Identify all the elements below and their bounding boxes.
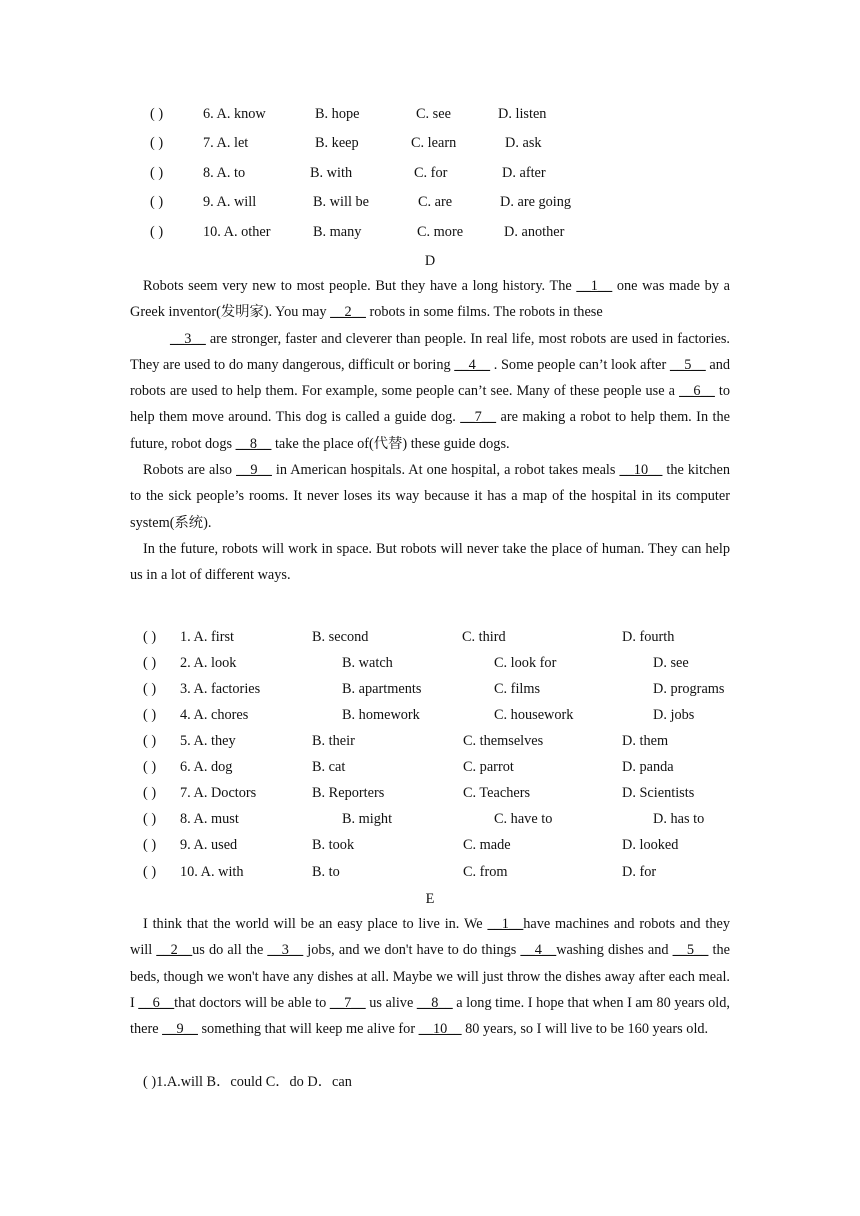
option-c: C. Teachers: [463, 785, 531, 801]
option-b: B. second: [312, 629, 369, 645]
option-c: C. parrot: [463, 759, 514, 775]
blank: __7__: [329, 994, 366, 1011]
option-a: 9. A. used: [180, 837, 238, 853]
blank: __7__: [460, 409, 497, 426]
option-b: B. will be: [313, 194, 369, 210]
option-b: B. might: [342, 811, 393, 827]
option-b: B. took: [312, 837, 355, 853]
blank: __8__: [416, 994, 453, 1011]
option-c: C. are: [418, 194, 453, 210]
option-c: C. look for: [494, 655, 557, 671]
blank: __3__: [267, 942, 304, 959]
option-d: D. listen: [498, 106, 547, 122]
option-b: B. many: [313, 224, 362, 240]
answer-paren[interactable]: ( ): [143, 759, 157, 775]
blank: __5__: [672, 942, 709, 959]
blank: __2__: [156, 942, 193, 959]
option-a: 10. A. with: [180, 864, 244, 880]
option-c: C. for: [414, 165, 448, 181]
option-b: B. cat: [312, 759, 346, 775]
blank: __9__: [236, 462, 272, 479]
answer-paren[interactable]: ( ): [143, 785, 157, 801]
blank: __1__: [487, 916, 524, 932]
question-line[interactable]: ( )1.A.will B．could C．do D．can: [143, 1074, 352, 1090]
option-d: D. after: [502, 165, 546, 181]
option-b: B. homework: [342, 707, 420, 723]
option-a: 5. A. they: [180, 733, 236, 749]
option-d: D. another: [504, 224, 565, 240]
option-a: 8. A. to: [203, 165, 246, 181]
option-a: 4. A. chores: [180, 707, 249, 723]
option-c: C. more: [417, 224, 464, 240]
option-a: 1. A. first: [180, 629, 235, 645]
option-c: C. made: [463, 837, 511, 853]
option-d: D. Scientists: [622, 785, 695, 801]
option-b: B. to: [312, 864, 340, 880]
option-a: 6. A. dog: [180, 759, 233, 775]
paragraph: In the future, robots will work in space. But robots will never take the place of human. They can help us in a lot of different ways.: [130, 540, 730, 584]
option-b: B. with: [310, 165, 353, 181]
option-d: D. programs: [653, 681, 725, 697]
answer-paren[interactable]: ( ): [143, 733, 157, 749]
option-b: B. apartments: [342, 681, 422, 697]
option-c: C. learn: [411, 135, 457, 151]
option-c: C. housework: [494, 707, 574, 723]
option-d: D. see: [653, 655, 689, 671]
option-c: C. films: [494, 681, 541, 697]
option-b: B. watch: [342, 655, 393, 671]
blank: __5__: [669, 356, 706, 373]
blank: __3__: [170, 330, 206, 347]
option-a: 7. A. let: [203, 135, 249, 151]
blank: __10__: [418, 1021, 462, 1038]
answer-paren[interactable]: ( ): [143, 681, 157, 697]
option-a: 6. A. know: [203, 106, 266, 122]
option-a: 8. A. must: [180, 811, 239, 827]
paragraph: Robots are also __9__ in American hospitals. At one hospital, a robot takes meals __10__ the kitchen to the sick people’s rooms. It never loses its way because it has a map of the hospital in its computer system(系统).: [130, 462, 730, 531]
option-d: D. for: [622, 864, 657, 880]
option-c: C. have to: [494, 811, 553, 827]
answer-paren[interactable]: ( ): [143, 707, 157, 723]
option-b: B. their: [312, 733, 355, 749]
option-a: 2. A. look: [180, 655, 237, 671]
answer-paren[interactable]: ( ): [143, 629, 157, 645]
blank: __4__: [520, 942, 557, 959]
answer-paren[interactable]: ( ): [150, 194, 164, 210]
paragraph: I think that the world will be an easy place to live in. We __1__have machines and robots and they will __2__us do all the __3__ jobs, and we don't have to do things __4__washing dishes and __5__ the beds, though we won't have any dishes at all. Maybe we will just throw the dishes away after each meal. I __6__that doctors will be able to __7__ us alive __8__ a long time. I hope that when I am 80 years old, there __9__ something that will keep me alive for __10__ 80 years, so I will live to be 160 years old.: [130, 916, 730, 1038]
paragraph: Robots seem very new to most people. But they have a long history. The __1__ one was made by a Greek inventor(发明家). You may __2__ robots in some films. The robots in these __3__ are stronger, faster and cleverer than people. In real life, most robots are used in factories. They are used to do many dangerous, difficult or boring __4__ . Some people can’t look after __5__ and robots are used to help them. For example, some people can’t see. Many of these people use a __6__ to help them move around. This dog is called a guide dog. __7__ are making a robot to help them. In the future, robot dogs __8__ take the place of(代替) these guide dogs.: [130, 278, 731, 452]
option-c: C. themselves: [463, 733, 544, 749]
blank: __10__: [619, 462, 663, 479]
option-d: D. jobs: [653, 707, 695, 723]
section-heading: D: [424, 253, 436, 269]
option-a: 7. A. Doctors: [180, 785, 257, 801]
blank: __1__: [576, 278, 613, 294]
blank: __2__: [330, 304, 366, 321]
option-b: B. Reporters: [312, 785, 385, 801]
option-d: D. looked: [622, 837, 679, 853]
passage-e: [130, 911, 730, 1042]
answer-paren[interactable]: ( ): [150, 135, 164, 151]
answer-paren[interactable]: ( ): [150, 224, 164, 240]
option-d: D. ask: [505, 135, 542, 151]
option-a: 9. A. will: [203, 194, 257, 210]
option-b: B. keep: [315, 135, 359, 151]
blank: __6__: [138, 994, 175, 1011]
blank: __9__: [162, 1021, 198, 1038]
answer-paren[interactable]: ( ): [150, 165, 164, 181]
answer-paren[interactable]: ( ): [143, 811, 157, 827]
answer-paren[interactable]: ( ): [150, 106, 164, 122]
blank: __8__: [235, 435, 272, 452]
option-d: D. fourth: [622, 629, 675, 645]
option-a: 3. A. factories: [180, 681, 261, 697]
section-heading: E: [425, 891, 435, 907]
blank: __4__: [454, 356, 491, 373]
option-b: B. hope: [315, 106, 360, 122]
blank: __6__: [679, 383, 715, 400]
answer-paren[interactable]: ( ): [143, 864, 157, 880]
option-d: D. are going: [500, 194, 572, 210]
option-d: D. them: [622, 733, 669, 749]
answer-paren[interactable]: ( ): [143, 837, 157, 853]
option-d: D. has to: [653, 811, 705, 827]
answer-paren[interactable]: ( ): [143, 655, 157, 671]
option-a: 10. A. other: [203, 224, 271, 240]
option-c: C. third: [462, 629, 506, 645]
passage-d: [130, 273, 730, 589]
option-c: C. see: [416, 106, 451, 122]
option-d: D. panda: [622, 759, 674, 775]
option-c: C. from: [463, 864, 508, 880]
